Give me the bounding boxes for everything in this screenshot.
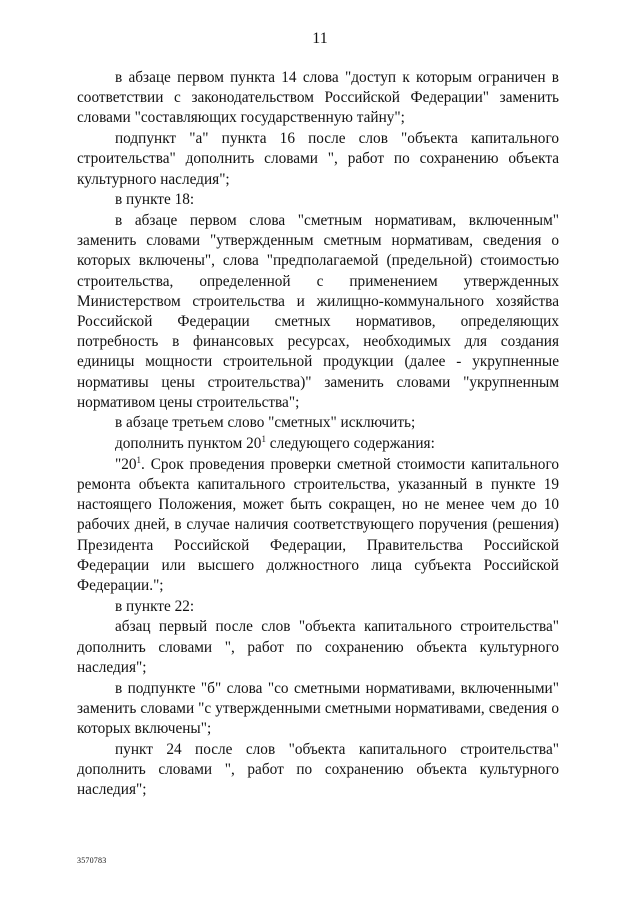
paragraph-6-superscript: 1 [261,434,266,445]
paragraph-7 [77,455,559,596]
paragraph-7-text-before: "20 [115,455,137,473]
paragraph-7-text-after: . Срок проведения проверки сметной стоимости капитального ремонта объекта капитального строительства, указанный в пункте 19 настоящего Положения, может быть сокращен, но не менее чем до 10 рабочих дней, в случае наличия соответствующего поручения (решения) Президента Российской Федерации, Правительства Российской Федерации или высшего должностного лица субъекта Российской Федерации."; [77,455,559,595]
paragraph-1: в абзаце первом пункта 14 слова "доступ к которым ограничен в соответствии с законодательством Российской Федерации" заменить словами "составляющих государственную тайну"; [77,69,559,127]
paragraph-10: в подпункте "б" слова "со сметными нормативами, включенными" заменить словами "с утвержденными сметными нормативами, сведения о которых включены"; [77,679,559,737]
paragraph-9: абзац первый после слов "объекта капитального строительства" дополнить словами ", работ по сохранению объекта культурного наследия"; [77,618,559,676]
paragraph-5: в абзаце третьем слово "сметных" исключить; [115,414,416,432]
paragraph-11: пункт 24 после слов "объекта капитального строительства" дополнить словами ", работ по сохранению объекта культурного наследия"; [77,740,559,799]
page-number: 11 [312,30,328,47]
paragraph-7-superscript: 1 [136,454,142,465]
document-body [77,68,559,801]
paragraph-6 [77,434,559,454]
paragraph-2: подпункт "а" пункта 16 после слов "объекта капитального строительства" дополнить словами ", работ по сохранению объекта культурного наследия"; [77,130,559,188]
paragraph-6-text-after: следующего содержания: [265,435,435,453]
paragraph-6-text-before: дополнить пунктом 20 [115,435,262,453]
paragraph-8: в пункте 22: [115,597,195,615]
paragraph-4: в абзаце первом слова "сметным нормативам, включенным" заменить словами "утвержденным сметным нормативам, сведения о которых включены", слова "предполагаемой (предельной) стоимостью строительства, определенной с применением утвержденных Министерством строительства и жилищно-коммунального хозяйства Российской Федерации сметных нормативов, определяющих потребность в финансовых ресурсах, необходимых для создания единицы мощности строительной продукции (далее - укрупненные нормативы цены строительства)" заменить словами "укрупненным нормативом цены строительства"; [77,211,559,411]
document-code: 3570783 [77,856,107,865]
paragraph-3: в пункте 18: [115,191,195,209]
